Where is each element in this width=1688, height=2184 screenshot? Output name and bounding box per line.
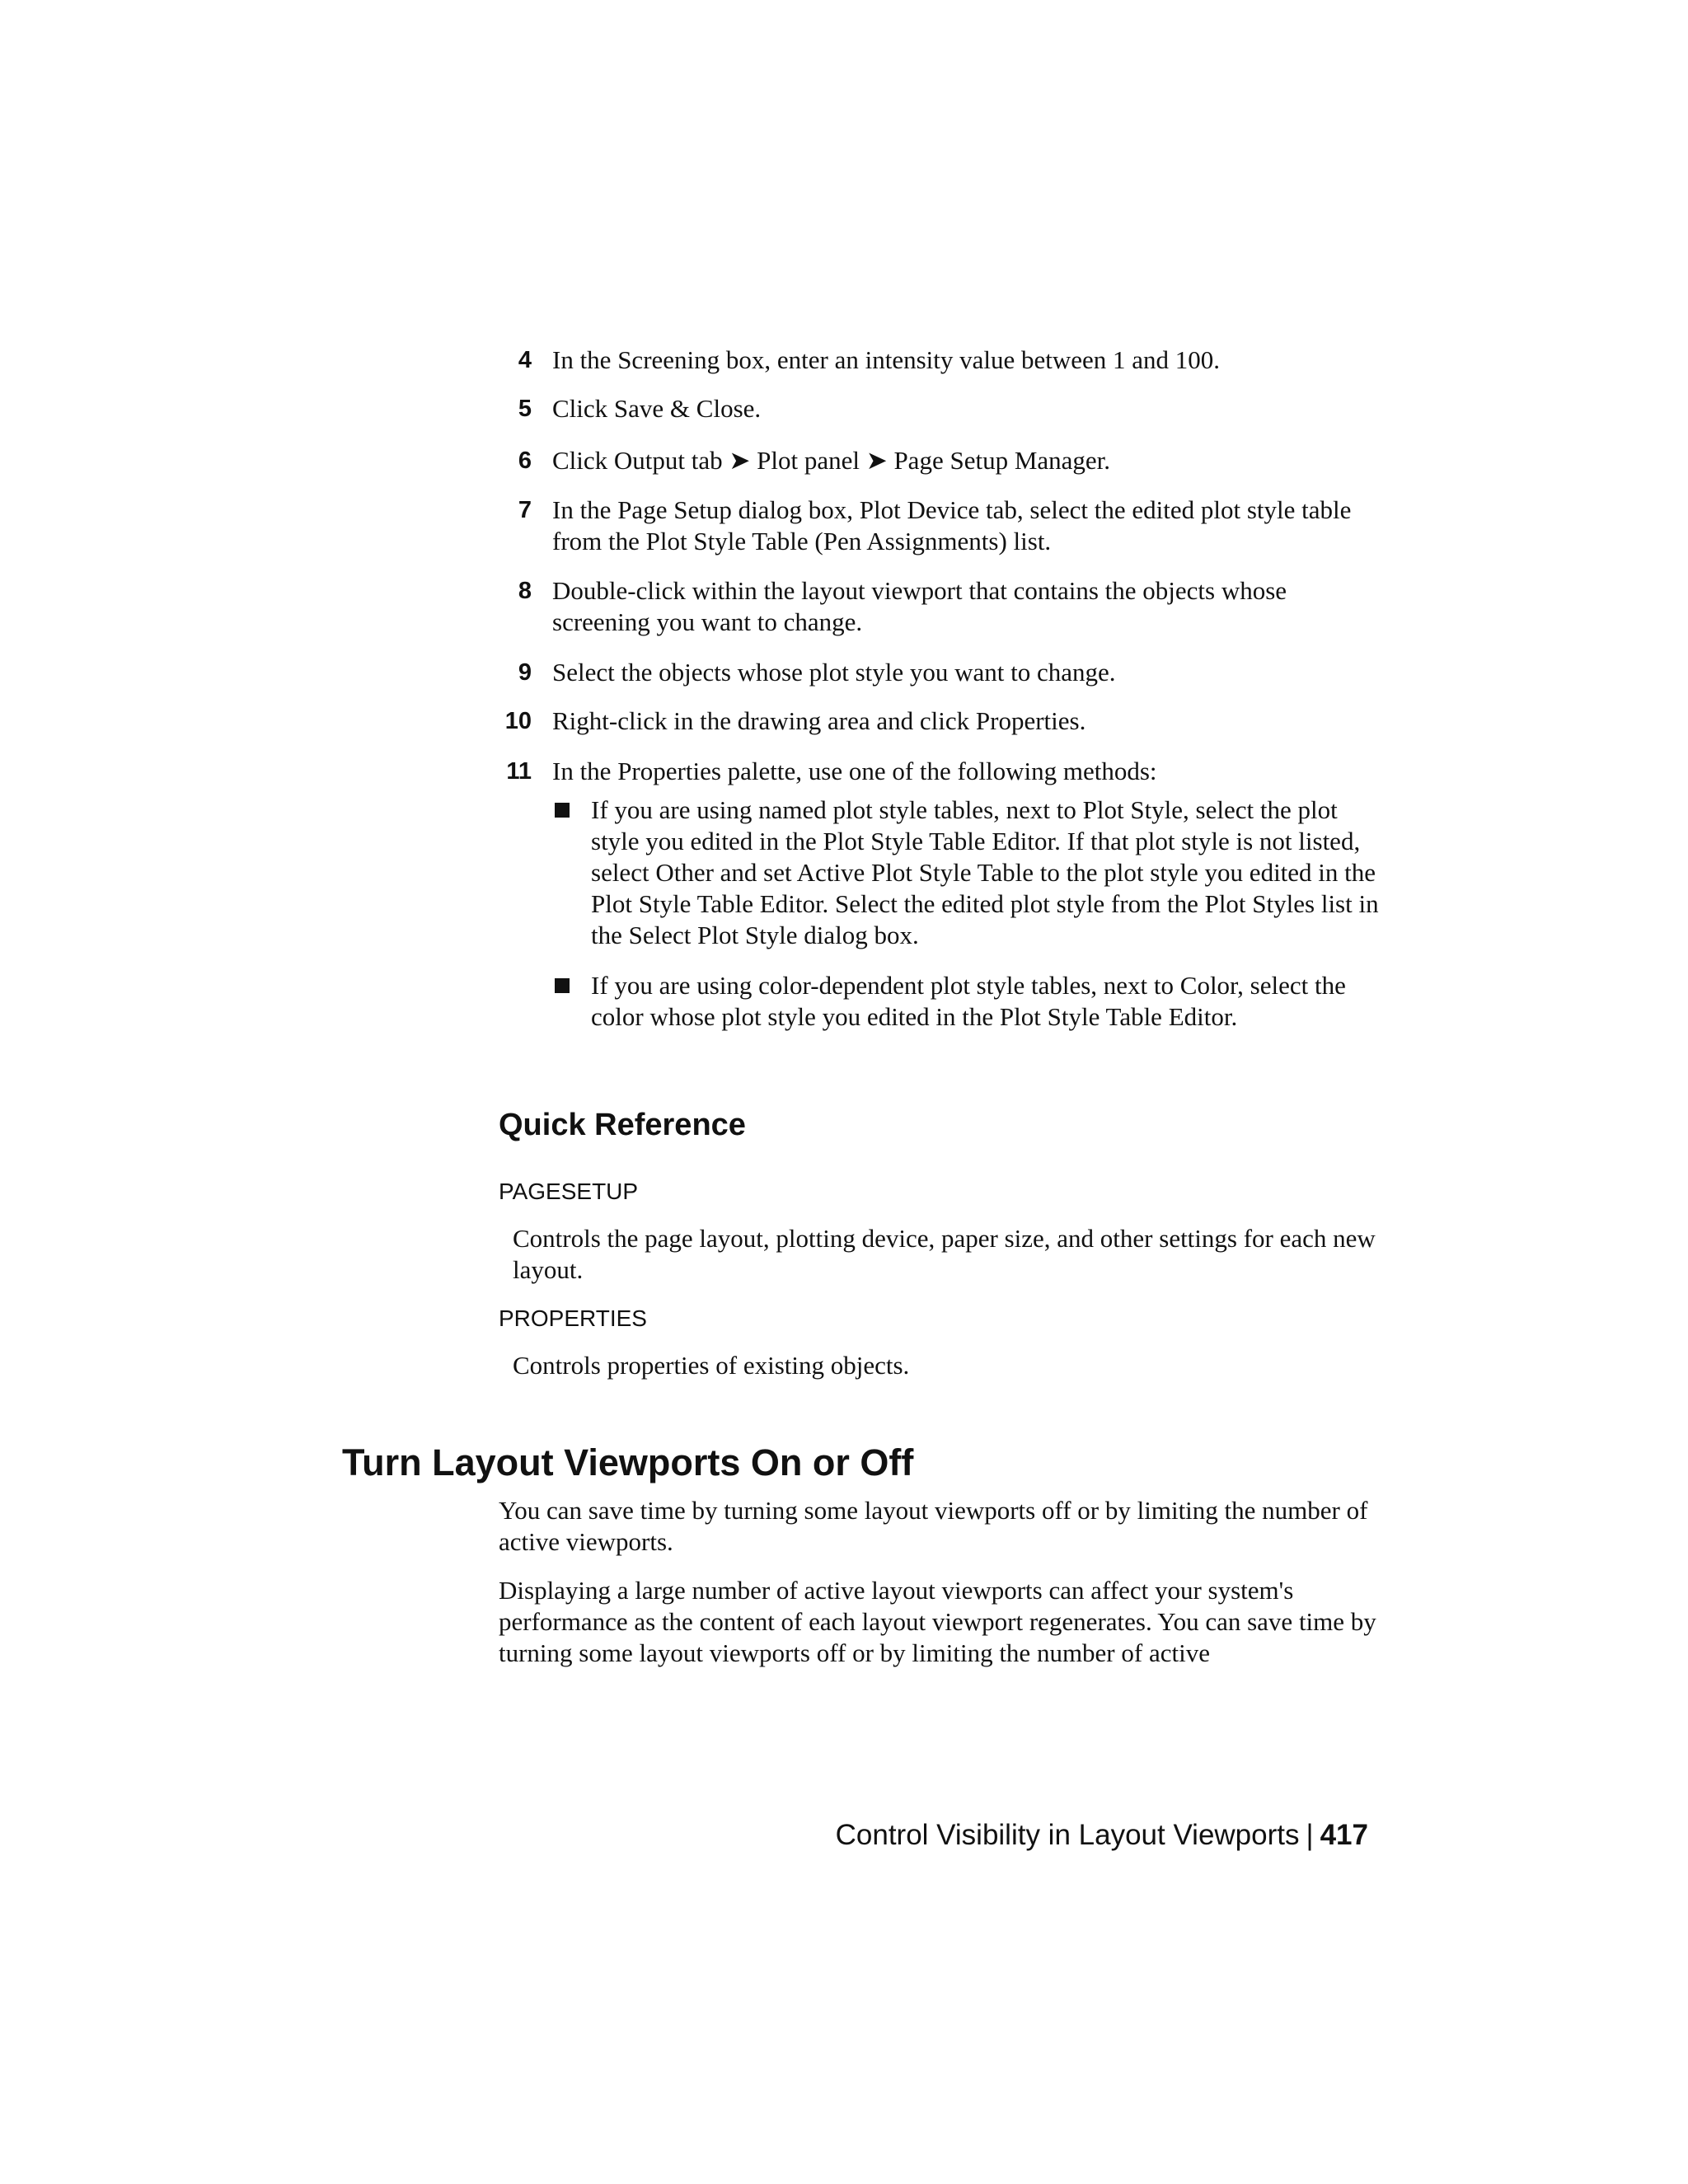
bullet-square-icon bbox=[555, 978, 570, 993]
page-footer bbox=[836, 1817, 1368, 1854]
step-text: Select the objects whose plot style you want to change. bbox=[552, 658, 1116, 687]
step-number: 6 bbox=[518, 448, 532, 474]
step-text: In the Properties palette, use one of the following methods: bbox=[552, 757, 1157, 785]
bullet-text: If you are using color-dependent plot style tables, next to Color, select the color whose plot style you edited in the Plot Style Table Editor. bbox=[591, 971, 1346, 1031]
step-text: Click Output tab ➤ Plot panel ➤ Page Setup Manager. bbox=[552, 446, 1111, 475]
step-number: 9 bbox=[518, 659, 532, 686]
step-text: Double-click within the layout viewport that contains the objects whose screening you want to change. bbox=[552, 576, 1287, 636]
quick-reference-heading: Quick Reference bbox=[499, 1108, 746, 1142]
step-number: 4 bbox=[518, 347, 532, 373]
body-paragraph: You can save time by turning some layout viewports off or by limiting the number of active viewports. bbox=[499, 1496, 1368, 1556]
step-text: Right-click in the drawing area and click Properties. bbox=[552, 706, 1086, 735]
qr-command-pagesetup: PAGESETUP bbox=[499, 1179, 639, 1204]
qr-description: Controls the page layout, plotting device, paper size, and other settings for each new layout. bbox=[513, 1224, 1376, 1284]
step-number: 11 bbox=[506, 758, 532, 785]
bullet-text: If you are using named plot style tables, next to Plot Style, select the plot style you edited in the Plot Style Table Editor. If that plot style is not listed, select Other and set Active Plot Style Table to the plot style you edited in the Plot Style Table Editor. Select the edited plot style from the Plot Styles list in the Select Plot Style dialog box. bbox=[591, 795, 1379, 949]
step-number: 8 bbox=[518, 578, 532, 604]
step-number: 7 bbox=[518, 497, 532, 523]
step-text: Click Save & Close. bbox=[552, 394, 762, 423]
footer-separator: | bbox=[1306, 1819, 1314, 1851]
bullet-square-icon bbox=[555, 803, 570, 818]
body-paragraph: Displaying a large number of active layout viewports can affect your system's performance as the content of each layout viewport regenerates. You can save time by turning some layout viewports off or by limiting the number of active bbox=[499, 1576, 1376, 1667]
step-number: 10 bbox=[504, 708, 532, 734]
page-number: 417 bbox=[1320, 1819, 1368, 1851]
qr-command-properties: PROPERTIES bbox=[499, 1305, 647, 1331]
step-text: In the Page Setup dialog box, Plot Device tab, select the edited plot style table from the Plot Style Table (Pen Assignments) list. bbox=[552, 495, 1352, 555]
qr-description: Controls properties of existing objects. bbox=[513, 1351, 910, 1380]
step-number: 5 bbox=[518, 396, 532, 422]
footer-title: Control Visibility in Layout Viewports bbox=[835, 1819, 1300, 1851]
step-text: In the Screening box, enter an intensity value between 1 and 100. bbox=[552, 345, 1221, 374]
section-heading: Turn Layout Viewports On or Off bbox=[342, 1441, 914, 1483]
